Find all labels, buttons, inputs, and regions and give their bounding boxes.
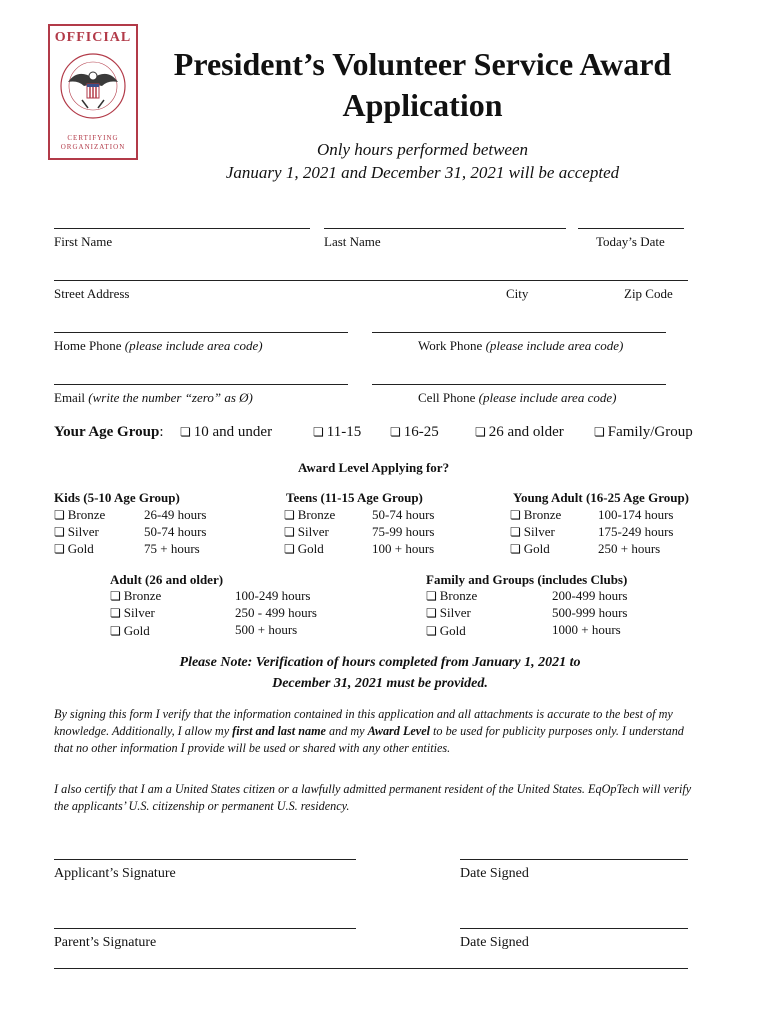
email-label-text: Email	[54, 390, 86, 405]
age-option-26-older[interactable]	[475, 424, 564, 441]
date-signed-label-2: Date Signed	[460, 935, 529, 950]
cell-phone-label	[418, 390, 616, 406]
title-line-2: Application	[342, 87, 503, 123]
cell-phone-field[interactable]	[372, 384, 666, 385]
last-name-field[interactable]	[324, 228, 566, 229]
level-label: Gold	[67, 541, 94, 556]
young-adult-silver-hours: 175-249 hours	[598, 524, 674, 539]
subtitle-line-1: Only hours performed between	[316, 140, 529, 159]
cell-phone-label-text: Cell Phone	[418, 390, 476, 405]
consent-text-3: to be used for publicity purposes only. I understand that no other information I provide will be used or shared with any other entities.	[54, 724, 684, 755]
teens-silver-option[interactable]	[284, 524, 329, 540]
home-phone-label-text: Home Phone	[54, 338, 122, 353]
age-option-11-15[interactable]	[313, 424, 361, 441]
family-silver-option[interactable]	[426, 605, 471, 621]
parent-date-field[interactable]	[460, 928, 688, 929]
young-adult-title: Young Adult (16-25 Age Group)	[513, 490, 690, 505]
age-option-10-under[interactable]	[180, 424, 272, 441]
young-adult-silver-option[interactable]	[510, 524, 555, 540]
citizenship-paragraph: I also certify that I am a United States citizen or a lawfully admitted permanent resident of the United States. EqOpTech will verify the applicants’ U.S. citizenship or permanent U.S. residency.	[54, 782, 692, 813]
family-bronze-option[interactable]	[426, 588, 477, 604]
checkbox-icon[interactable]: ❏	[110, 606, 121, 620]
young-adult-gold-hours: 250 + hours	[598, 541, 661, 556]
city-label: City	[506, 286, 529, 301]
applicant-date-field[interactable]	[460, 859, 688, 860]
checkbox-icon[interactable]: ❏	[54, 525, 65, 539]
age-option-label: 10 and under	[193, 424, 273, 440]
adult-bronze-option[interactable]	[110, 588, 161, 604]
official-seal-logo	[48, 24, 138, 160]
last-name-label: Last Name	[324, 234, 381, 249]
title-line-1: President’s Volunteer Service Award	[173, 46, 672, 82]
family-bronze-hours: 200-499 hours	[552, 588, 628, 603]
first-name-label: First Name	[54, 234, 113, 249]
level-label: Bronze	[67, 507, 106, 522]
home-phone-field[interactable]	[54, 332, 348, 333]
checkbox-icon[interactable]: ❏	[510, 508, 521, 522]
street-address-field[interactable]	[54, 280, 688, 281]
work-phone-field[interactable]	[372, 332, 666, 333]
age-group-label-text: Your Age Group	[54, 424, 160, 440]
checkbox-icon[interactable]: ❏	[54, 508, 65, 522]
checkbox-icon[interactable]: ❏	[426, 624, 437, 638]
kids-gold-hours: 75 + hours	[144, 541, 200, 556]
age-option-16-25[interactable]	[390, 424, 439, 441]
subtitle-line-2: January 1, 2021 and December 31, 2021 will be accepted	[225, 163, 620, 182]
checkbox-icon[interactable]: ❏	[475, 425, 486, 439]
email-label	[54, 390, 253, 406]
page-title	[150, 44, 695, 126]
age-option-label: 26 and older	[488, 424, 564, 440]
checkbox-icon[interactable]: ❏	[594, 425, 605, 439]
level-label: Gold	[297, 541, 324, 556]
kids-bronze-hours: 26-49 hours	[144, 507, 207, 522]
home-phone-label	[54, 338, 263, 354]
checkbox-icon[interactable]: ❏	[284, 542, 295, 556]
first-name-field[interactable]	[54, 228, 310, 229]
young-adult-gold-option[interactable]	[510, 541, 550, 557]
verification-note	[90, 652, 670, 694]
teens-silver-hours: 75-99 hours	[372, 524, 435, 539]
checkbox-icon[interactable]: ❏	[54, 542, 65, 556]
adult-title: Adult (26 and older)	[110, 572, 224, 587]
note-line-2: December 31, 2021 must be provided.	[272, 676, 488, 691]
family-silver-hours: 500-999 hours	[552, 605, 628, 620]
date-signed-label-1: Date Signed	[460, 866, 529, 881]
applicant-signature-field[interactable]	[54, 859, 356, 860]
parent-signature-label: Parent’s Signature	[54, 935, 157, 950]
consent-bold-level: Award Level	[367, 724, 430, 738]
checkbox-icon[interactable]: ❏	[110, 624, 121, 638]
age-option-label: 16-25	[403, 424, 439, 440]
teens-title: Teens (11-15 Age Group)	[286, 490, 423, 505]
applicant-signature-label: Applicant’s Signature	[54, 866, 176, 881]
kids-title: Kids (5-10 Age Group)	[54, 490, 180, 505]
checkbox-icon[interactable]: ❏	[510, 525, 521, 539]
checkbox-icon[interactable]: ❏	[313, 425, 324, 439]
street-address-label: Street Address	[54, 286, 130, 301]
checkbox-icon[interactable]: ❏	[284, 525, 295, 539]
seal-top-text: OFFICIAL	[54, 30, 132, 45]
checkbox-icon[interactable]: ❏	[390, 425, 401, 439]
seal-bottom-text	[50, 134, 136, 152]
age-group-colon: :	[159, 424, 164, 440]
page-subtitle	[150, 138, 695, 184]
todays-date-label: Today’s Date	[596, 234, 665, 249]
level-label: Silver	[67, 524, 99, 539]
age-group-label	[54, 424, 163, 441]
kids-bronze-option[interactable]	[54, 507, 105, 523]
cell-phone-hint: (please include area code)	[478, 390, 617, 405]
email-field[interactable]	[54, 384, 348, 385]
home-phone-hint: (please include area code)	[124, 338, 263, 353]
level-label: Bronze	[123, 588, 162, 603]
level-label: Silver	[123, 605, 155, 620]
level-label: Gold	[123, 623, 150, 638]
kids-silver-hours: 50-74 hours	[144, 524, 207, 539]
consent-bold-name: first and last name	[232, 724, 326, 738]
young-adult-bronze-hours: 100-174 hours	[598, 507, 674, 522]
level-label: Bronze	[439, 588, 478, 603]
level-label: Silver	[439, 605, 471, 620]
level-label: Gold	[439, 623, 466, 638]
teens-bronze-option[interactable]	[284, 507, 335, 523]
adult-gold-option[interactable]	[110, 623, 150, 639]
parent-signature-field[interactable]	[54, 928, 356, 929]
adult-bronze-hours: 100-249 hours	[235, 588, 311, 603]
work-phone-label	[418, 338, 623, 354]
level-label: Silver	[523, 524, 555, 539]
checkbox-icon[interactable]: ❏	[426, 606, 437, 620]
checkbox-icon[interactable]: ❏	[426, 589, 437, 603]
note-line-1: Please Note: Verification of hours completed from January 1, 2021 to	[179, 655, 581, 670]
work-phone-label-text: Work Phone	[418, 338, 483, 353]
todays-date-field[interactable]	[578, 228, 684, 229]
zip-code-label: Zip Code	[624, 286, 673, 301]
family-gold-option[interactable]	[426, 623, 466, 639]
level-label: Gold	[523, 541, 550, 556]
work-phone-hint: (please include area code)	[485, 338, 624, 353]
checkbox-icon[interactable]: ❏	[284, 508, 295, 522]
young-adult-bronze-option[interactable]	[510, 507, 561, 523]
level-label: Bronze	[523, 507, 562, 522]
award-level-title: Award Level Applying for?	[298, 460, 450, 475]
consent-text-2: and my	[325, 724, 368, 738]
email-hint: (write the number “zero” as Ø)	[88, 390, 253, 405]
seal-certifying: CERTIFYING	[67, 134, 119, 142]
eagle-seal-icon	[58, 48, 128, 128]
teens-bronze-hours: 50-74 hours	[372, 507, 435, 522]
adult-silver-option[interactable]	[110, 605, 155, 621]
age-option-family-group[interactable]	[594, 424, 693, 441]
teens-gold-option[interactable]	[284, 541, 324, 557]
age-option-label: 11-15	[326, 424, 362, 440]
teens-gold-hours: 100 + hours	[372, 541, 435, 556]
age-option-label: Family/Group	[607, 424, 693, 440]
consent-text-1: By signing this form I verify that the information contained in this application and all attachments is accurate to the best of my knowledge. Additionally, I allow my	[54, 707, 673, 738]
seal-organization: ORGANIZATION	[60, 143, 126, 151]
level-label: Bronze	[297, 507, 336, 522]
checkbox-icon[interactable]: ❏	[110, 589, 121, 603]
checkbox-icon[interactable]: ❏	[510, 542, 521, 556]
consent-paragraph	[54, 706, 704, 757]
family-gold-hours: 1000 + hours	[552, 622, 621, 637]
adult-gold-hours: 500 + hours	[235, 622, 298, 637]
level-label: Silver	[297, 524, 329, 539]
adult-silver-hours: 250 - 499 hours	[235, 605, 317, 620]
kids-silver-option[interactable]	[54, 524, 99, 540]
family-title: Family and Groups (includes Clubs)	[426, 572, 628, 587]
kids-gold-option[interactable]	[54, 541, 94, 557]
checkbox-icon[interactable]: ❏	[180, 425, 191, 439]
bottom-rule	[54, 968, 688, 969]
